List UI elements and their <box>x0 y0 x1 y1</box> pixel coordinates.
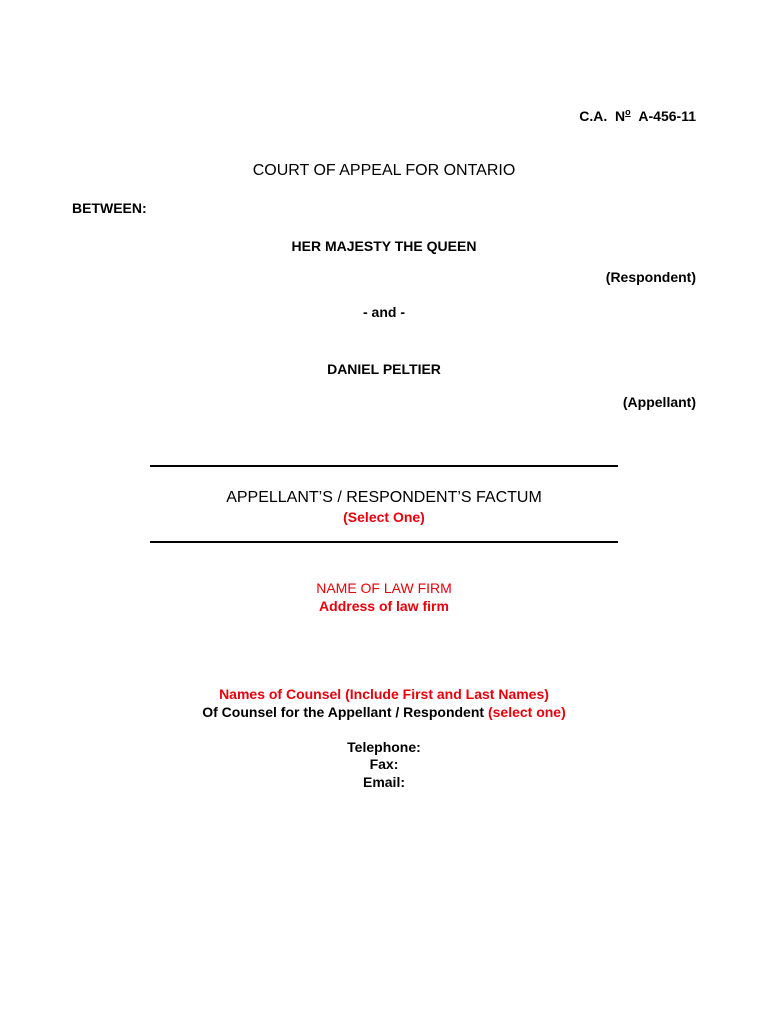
bottom-divider-rule <box>150 541 618 543</box>
file-number <box>579 107 696 124</box>
telephone-label: Telephone: <box>347 739 421 755</box>
counsel-role <box>0 704 768 720</box>
counsel-names: Names of Counsel (Include First and Last Names) <box>219 686 549 702</box>
appellant-party: DANIEL PELTIER <box>327 361 441 377</box>
appellant-role: (Appellant) <box>622 394 696 410</box>
and-separator: - and - <box>363 304 405 320</box>
file-number-value: A-456-11 <box>638 108 696 124</box>
fax-label: Fax: <box>369 756 399 772</box>
counsel-role-select-note: (select one) <box>487 704 566 720</box>
between-label: BETWEEN: <box>72 200 147 216</box>
file-number-prefix: C.A. <box>579 108 608 124</box>
top-divider-rule <box>150 465 618 467</box>
law-firm-address: Address of law firm <box>319 598 449 614</box>
factum-title: APPELLANT’S / RESPONDENT’S FACTUM <box>226 489 542 506</box>
law-firm-name: NAME OF LAW FIRM <box>316 580 452 596</box>
email-label: Email: <box>362 774 405 790</box>
factum-select-note: (Select One) <box>343 509 425 525</box>
number-sign-ordinal: o <box>625 107 631 117</box>
counsel-role-prefix: Of Counsel for the Appellant / Respondent <box>202 704 485 720</box>
respondent-party: HER MAJESTY THE QUEEN <box>291 238 477 254</box>
court-title: COURT OF APPEAL FOR ONTARIO <box>252 162 516 179</box>
number-sign: N <box>615 108 626 124</box>
respondent-role: (Respondent) <box>605 269 696 285</box>
